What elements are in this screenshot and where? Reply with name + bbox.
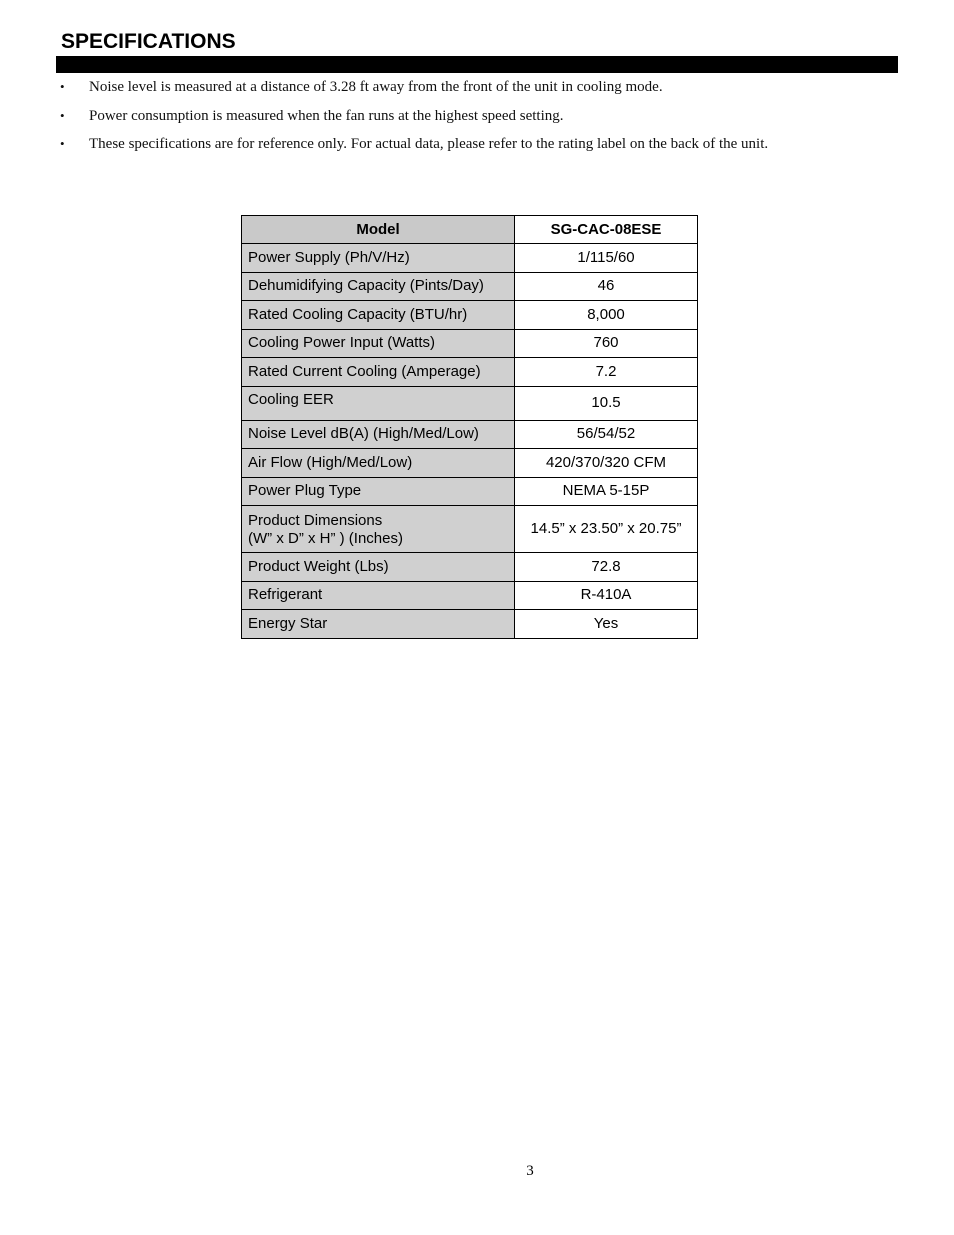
spec-value: 72.8 [515, 553, 698, 582]
spec-label: Cooling Power Input (Watts) [242, 329, 515, 358]
bullet-icon: • [60, 136, 65, 151]
column-header-model-number: SG-CAC-08ESE [515, 216, 698, 244]
table-row [242, 272, 698, 301]
spec-label: Product Weight (Lbs) [242, 553, 515, 582]
spec-label [242, 506, 515, 553]
note-text: Noise level is measured at a distance of 3.28 ft away from the front of the unit in cooling mode. [89, 79, 663, 95]
spec-value: 8,000 [515, 301, 698, 330]
table-row [242, 610, 698, 639]
spec-label: Refrigerant [242, 581, 515, 610]
page-title: SPECIFICATIONS [61, 30, 236, 53]
list-item [56, 106, 916, 135]
table-row [242, 581, 698, 610]
bullet-icon: • [60, 79, 65, 94]
table-row [242, 244, 698, 273]
spec-value: Yes [515, 610, 698, 639]
table-row [242, 329, 698, 358]
title-divider-bar [56, 56, 898, 73]
table-row [242, 477, 698, 506]
specifications-table [241, 215, 698, 639]
spec-value: 46 [515, 272, 698, 301]
spec-label: Dehumidifying Capacity (Pints/Day) [242, 272, 515, 301]
table-row [242, 386, 698, 420]
spec-label: Rated Cooling Capacity (BTU/hr) [242, 301, 515, 330]
table-row [242, 358, 698, 387]
list-item [56, 134, 916, 163]
spec-value: 10.5 [515, 386, 698, 420]
column-header-model: Model [242, 216, 515, 244]
spec-value: 7.2 [515, 358, 698, 387]
table-header-row [242, 216, 698, 244]
spec-value: 420/370/320 CFM [515, 449, 698, 478]
spec-label: Air Flow (High/Med/Low) [242, 449, 515, 478]
note-text: These specifications are for reference only. For actual data, please refer to the rating label on the back of the unit. [89, 136, 769, 152]
spec-label: Power Plug Type [242, 477, 515, 506]
list-item [56, 77, 916, 106]
spec-value: NEMA 5-15P [515, 477, 698, 506]
spec-label: Cooling EER [242, 386, 515, 420]
spec-value: 1/115/60 [515, 244, 698, 273]
spec-value: R-410A [515, 581, 698, 610]
spec-label: Noise Level dB(A) (High/Med/Low) [242, 420, 515, 449]
spec-label-line: Product Dimensions [248, 512, 383, 529]
bullet-icon: • [60, 107, 65, 123]
spec-label-line: (W” x D” x H” ) (Inches) [248, 530, 403, 547]
table-row [242, 449, 698, 478]
table-row [242, 301, 698, 330]
spec-value: 760 [515, 329, 698, 358]
spec-value: 14.5” x 23.50” x 20.75” [515, 506, 698, 553]
spec-label: Rated Current Cooling (Amperage) [242, 358, 515, 387]
spec-value: 56/54/52 [515, 420, 698, 449]
table-row [242, 420, 698, 449]
note-text: Power consumption is measured when the fan runs at the highest speed setting. [89, 107, 564, 124]
table-row [242, 553, 698, 582]
spec-label: Power Supply (Ph/V/Hz) [242, 244, 515, 273]
page-number: 3 [526, 1163, 534, 1179]
spec-label: Energy Star [242, 610, 515, 639]
table-row [242, 506, 698, 553]
notes-list [56, 77, 916, 163]
